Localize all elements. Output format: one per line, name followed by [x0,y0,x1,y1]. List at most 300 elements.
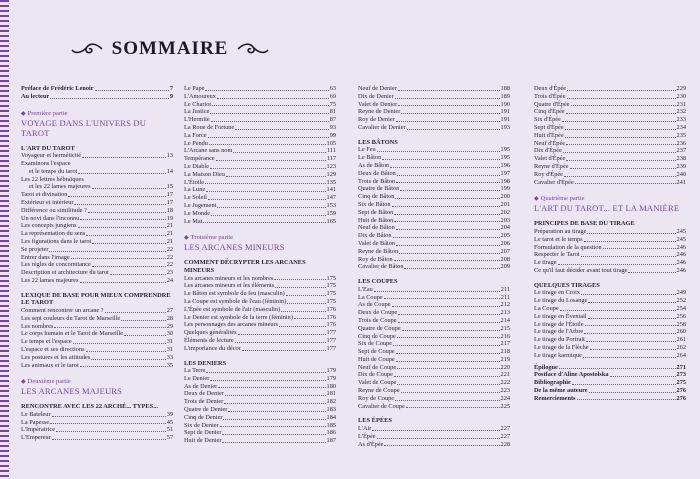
dot-leader [217,206,325,208]
toc-entry[interactable] [21,85,173,93]
toc-entry-page: 224 [500,394,510,402]
toc-entry[interactable] [534,336,686,344]
toc-entry[interactable] [21,238,173,246]
toc-entry[interactable] [534,147,686,155]
toc-entry-title: Huit de Denier [184,437,222,445]
dot-leader [396,244,499,246]
toc-entry-page: 218 [500,348,510,356]
toc-entry[interactable] [21,93,173,101]
toc-entry-page: 22 [166,253,173,261]
toc-entry[interactable] [358,201,510,209]
toc-entry[interactable] [534,379,686,387]
toc-entry[interactable] [21,199,173,207]
toc-entry[interactable] [358,185,510,193]
toc-entry[interactable] [358,224,510,232]
toc-entry[interactable] [21,419,173,427]
toc-entry[interactable] [534,352,686,360]
dot-leader [68,195,165,197]
dot-leader [91,358,165,360]
toc-entry-title: Cavalier de Coupe [358,402,405,410]
toc-entry[interactable] [184,314,336,322]
toc-entry[interactable] [184,429,336,437]
toc-entry[interactable] [534,171,686,179]
toc-entry-title: La Lune [184,186,206,194]
toc-entry-title: L'Amoureux [184,92,216,100]
toc-entry-page: 21 [166,230,173,238]
toc-entry-page: 215 [500,324,510,332]
toc-entry[interactable] [534,259,686,267]
toc-entry-page: 246 [676,259,686,267]
toc-entry[interactable] [534,328,686,336]
part-title: L'ART DU TAROT... ET LA MANIÈRE [534,203,680,214]
toc-entry-page: 57 [166,434,173,442]
dot-leader [110,273,166,275]
toc-entry[interactable] [184,275,336,283]
toc-entry[interactable] [534,289,686,297]
dot-leader [402,329,500,331]
toc-entry[interactable] [358,294,510,302]
toc-entry-title: Les animaux et le tarot [21,361,79,369]
toc-entry[interactable] [534,163,686,171]
toc-entry[interactable] [358,263,510,271]
dot-leader [572,383,676,385]
dot-leader [396,120,500,122]
toc-entry[interactable] [358,217,510,225]
toc-entry[interactable] [21,152,173,160]
toc-entry-title: Six de Bâton [358,200,391,208]
toc-entry-page: 232 [676,108,686,116]
toc-entry[interactable] [534,124,686,132]
section-heading: LES COUPES [358,278,398,286]
toc-entry[interactable] [21,215,173,223]
toc-entry-title: Quatre de Bâton [358,185,400,193]
toc-entry-title: La Coupe [534,304,559,312]
toc-entry-title: Préface de Frédéric Lenoir [21,85,94,92]
toc-entry-page: 186 [326,429,336,437]
toc-entry[interactable] [534,244,686,252]
toc-entry[interactable] [184,321,336,329]
toc-entry[interactable] [358,209,510,217]
toc-entry[interactable] [358,425,510,433]
toc-entry[interactable] [534,364,686,372]
toc-entry[interactable] [184,155,336,163]
toc-entry[interactable] [534,93,686,101]
toc-entry-page: 51 [166,426,173,434]
toc-entry-title: Description et architecture du tarot [21,269,109,277]
toc-entry[interactable] [184,132,336,140]
toc-entry[interactable] [358,348,510,356]
toc-entry-page: 19 [166,214,173,222]
toc-entry-title: Le Soleil [184,194,207,202]
toc-entry-page: 117 [326,155,336,163]
toc-entry-page: 63 [329,85,336,92]
toc-entry-title: L'espace et ses directions [21,345,85,353]
section-heading: COMMENT DÉCRYPTER LES ARCANES MINEURS [184,259,306,274]
toc-entry[interactable] [184,186,336,194]
toc-entry-title: Deux de Denier [184,390,224,398]
toc-entry[interactable] [534,395,686,403]
toc-entry[interactable] [534,85,686,93]
toc-entry-page: 258 [676,320,686,328]
toc-entry[interactable] [21,354,173,362]
toc-entry[interactable] [358,403,510,411]
toc-entry[interactable] [358,101,510,109]
toc-entry[interactable] [21,191,173,199]
toc-entry-page: 221 [500,371,510,379]
toc-entry[interactable] [358,395,510,403]
toc-entry-title: Reyne de Coupe [358,387,400,395]
toc-entry[interactable] [534,155,686,163]
toc-entry-page: 237 [676,147,686,155]
toc-entry-page: 153 [326,201,336,209]
toc-entry-title: Extérieur et intérieur [21,198,74,206]
toc-entry[interactable] [184,337,336,345]
toc-entry[interactable] [21,411,173,419]
toc-entry[interactable] [184,290,336,298]
dot-leader [575,182,676,184]
toc-entry[interactable] [184,85,336,93]
toc-entry-page: 241 [676,178,686,186]
toc-entry-title: La Justice [184,108,210,116]
toc-entry[interactable] [358,286,510,294]
toc-column-2 [184,85,336,445]
toc-entry-title: La Maison Dieu [184,170,225,178]
toc-entry-title: Neuf de Coupe [358,363,397,371]
dot-leader [401,391,500,393]
toc-entry-page: 177 [326,344,336,352]
toc-entry-title: Huit de Bâton [358,216,394,224]
toc-entry-title: Différence ou similitude ? [21,206,87,214]
part-label: Première partie [27,109,68,117]
toc-entry[interactable] [534,267,686,275]
toc-entry-title: Les arcanes mineurs et les éléments [184,282,275,290]
toc-entry[interactable] [21,168,173,176]
toc-entry-title: Ce qu'il faut décider avant tout tirage [534,266,628,274]
toc-entry[interactable] [184,398,336,406]
toc-entry[interactable] [358,162,510,170]
toc-entry-page: 21 [166,237,173,245]
dot-leader [559,367,676,369]
toc-entry-title: Un novi dans l'inconnu [21,214,80,222]
dot-leader [397,174,500,176]
section-heading: LES BÂTONS [358,138,398,146]
toc-entry[interactable] [358,387,510,395]
toc-entry-page: 211 [500,293,510,301]
toc-entry[interactable] [184,414,336,422]
toc-entry[interactable] [21,207,173,215]
toc-entry-page: 264 [676,351,686,359]
toc-entry[interactable] [534,387,686,395]
dot-leader [397,383,499,385]
toc-entry[interactable] [358,309,510,317]
toc-entry[interactable] [534,305,686,313]
dot-leader [394,213,499,215]
toc-entry[interactable] [184,93,336,101]
toc-entry[interactable] [358,108,510,116]
toc-entry[interactable] [184,345,336,353]
toc-entry-page: 222 [500,379,510,387]
dot-leader [384,297,500,299]
dot-leader [73,342,166,344]
toc-entry-page: 275 [676,379,686,387]
dot-leader [274,278,325,280]
toc-entry[interactable] [358,333,510,341]
toc-entry[interactable] [184,406,336,414]
toc-entry-title: Éléments de lecture [184,336,234,344]
toc-entry[interactable] [21,330,173,338]
toc-entry-page: 207 [500,247,510,255]
toc-entry-page: 213 [500,309,510,317]
toc-entry[interactable] [21,434,173,442]
toc-entry-title: Dix de Denier [358,92,394,100]
toc-entry[interactable] [534,297,686,305]
dot-leader [384,444,499,446]
toc-entry-page: 261 [676,336,686,344]
toc-entry[interactable] [184,422,336,430]
dot-leader [404,267,499,269]
toc-entry[interactable] [184,202,336,210]
dot-leader [92,265,166,267]
toc-entry[interactable] [184,101,336,109]
toc-entry-title: Dix de Coupe [358,371,393,379]
toc-entry[interactable] [358,232,510,240]
toc-entry[interactable] [21,269,173,277]
dot-leader [74,203,165,205]
toc-entry-title: Examinons l'espace [21,159,71,167]
toc-entry[interactable] [358,379,510,387]
toc-entry[interactable] [358,178,510,186]
toc-entry-title: Remerciements [534,394,576,402]
toc-entry[interactable] [184,329,336,337]
toc-entry[interactable] [184,124,336,132]
toc-entry[interactable] [534,116,686,124]
toc-entry-title: Le temps et l'espace [21,338,72,346]
toc-entry[interactable] [21,222,173,230]
toc-entry-page: 209 [500,263,510,271]
dot-leader [372,429,499,431]
toc-entry[interactable] [21,426,173,434]
toc-entry[interactable] [534,251,686,259]
toc-entry[interactable] [358,154,510,162]
toc-entry[interactable] [21,315,173,323]
toc-entry[interactable] [358,317,510,325]
toc-entry-page: 190 [500,100,510,108]
toc-entry[interactable] [184,383,336,391]
toc-entry-page: 227 [500,432,510,440]
toc-entry[interactable] [358,301,510,309]
toc-entry-page: 245 [676,227,686,235]
toc-entry-title: Tarot et divination [21,191,68,199]
toc-entry[interactable] [534,344,686,352]
toc-entry[interactable] [534,371,686,379]
dot-leader [396,352,500,354]
toc-entry[interactable] [184,108,336,116]
toc-entry[interactable] [21,183,173,191]
part-heading [184,234,336,252]
toc-entry[interactable] [184,375,336,383]
toc-entry-title: Tempérance [184,155,215,163]
toc-entry-title: Le Pape [184,85,205,92]
toc-entry[interactable] [21,254,173,262]
toc-entry-page: 195 [500,154,510,162]
toc-entry-page: 30 [166,330,173,338]
dot-leader [212,104,329,106]
toc-entry[interactable] [358,146,510,154]
dot-leader [395,197,499,199]
toc-entry-title: Les postures et les attitudes [21,353,91,361]
dot-leader [54,326,165,328]
toc-entry[interactable] [358,371,510,379]
toc-entry-page: 191 [500,116,510,124]
toc-entry[interactable] [184,218,336,226]
dot-leader [80,281,166,283]
toc-entry-title: L'Épée [358,432,376,440]
toc-entry-page: 188 [500,85,510,92]
toc-entry[interactable] [358,433,510,441]
toc-entry[interactable] [358,441,510,449]
toc-entry[interactable] [358,240,510,248]
part-title: VOYAGE DANS L'UNIVERS DU TAROT [21,117,147,138]
right-ornament-icon [236,41,270,57]
diamond-icon: ◆ [184,235,189,242]
toc-entry[interactable] [21,176,173,184]
dot-leader [216,159,326,161]
toc-entry[interactable] [534,132,686,140]
toc-entry[interactable] [358,116,510,124]
dot-leader [566,112,676,114]
toc-entry-page: 249 [676,289,686,297]
toc-entry-title: Le corps humain et le Tarot de Marseille [21,330,124,338]
toc-entry-title: Le tirage du Portrait [534,336,585,344]
toc-entry-page: 191 [500,108,510,116]
toc-entry[interactable] [184,367,336,375]
toc-entry[interactable] [358,85,510,93]
dot-leader [228,410,325,412]
section-heading: RENCONTRE AVEC LES 22 ARCHÉ... TYPES... [21,403,159,411]
toc-entry[interactable] [21,160,173,168]
toc-entry[interactable] [358,256,510,264]
dot-leader [71,257,166,259]
toc-entry[interactable] [21,230,173,238]
toc-entry[interactable] [534,321,686,329]
toc-entry-page: 165 [326,217,336,225]
dot-leader [581,293,676,295]
toc-entry-page: 240 [676,170,686,178]
section-heading: LES ÉPÉES [358,417,392,425]
dot-leader [78,172,165,174]
toc-entry[interactable] [184,140,336,148]
dot-leader [92,187,166,189]
part-label: Deuxième partie [27,378,71,386]
part-title: LES ARCANES MINEURS [184,242,285,253]
toc-entry[interactable] [358,248,510,256]
toc-entry-page: 147 [326,194,336,202]
toc-entry[interactable] [21,346,173,354]
toc-entry[interactable] [184,298,336,306]
toc-entry-title: Roy d'Épée [534,170,563,178]
toc-entry[interactable] [21,261,173,269]
toc-entry[interactable] [184,282,336,290]
toc-entry-title: La Terre [184,367,206,375]
toc-entry-page: 93 [329,123,336,131]
toc-entry[interactable] [21,323,173,331]
toc-entry-page: 105 [326,139,336,147]
toc-entry-page: 227 [500,425,510,433]
toc-entry-title: As de Bâton [358,161,390,169]
toc-entry[interactable] [184,147,336,155]
dot-leader [223,418,325,420]
toc-entry[interactable] [184,171,336,179]
toc-entry-page: 7 [169,85,173,92]
toc-entry[interactable] [358,124,510,132]
toc-entry[interactable] [184,210,336,218]
toc-column-1 [21,85,173,442]
toc-entry[interactable] [184,437,336,445]
toc-entry[interactable] [21,307,173,315]
dot-leader [80,218,165,220]
toc-entry-page: 33 [166,353,173,361]
toc-entry-page: 233 [676,116,686,124]
toc-entry-page: 219 [500,355,510,363]
toc-entry[interactable] [184,194,336,202]
toc-entry[interactable] [534,313,686,321]
decorative-stripe-border [0,0,9,479]
toc-entry[interactable] [21,338,173,346]
dot-leader [217,97,329,99]
dot-leader [208,136,329,138]
dot-leader [570,167,676,169]
toc-entry[interactable] [358,325,510,333]
toc-entry[interactable] [184,116,336,124]
dot-leader [565,136,676,138]
toc-entry-page: 22 [166,245,173,253]
toc-entry[interactable] [21,246,173,254]
toc-entry[interactable] [358,356,510,364]
toc-entry-title: et le temps du tarot [29,167,78,175]
toc-entry[interactable] [358,193,510,201]
toc-entry[interactable] [358,364,510,372]
toc-entry[interactable] [358,340,510,348]
toc-entry[interactable] [184,179,336,187]
toc-entry[interactable] [21,277,173,285]
toc-entry[interactable] [534,236,686,244]
toc-entry-title: Le tirage de l'Étoile [534,320,584,328]
toc-entry[interactable] [184,163,336,171]
toc-entry-page: 196 [500,161,510,169]
toc-entry-title: L'Empereur [21,434,51,442]
toc-entry-title: Le Denier [184,374,210,382]
toc-entry[interactable] [534,228,686,236]
toc-entry-title: As de Denier [184,382,218,390]
toc-entry-page: 238 [676,155,686,163]
toc-entry-title: Le tirage de l'Arbre [534,328,584,336]
dot-leader [567,97,676,99]
toc-entry-title: Deux de Coupe [358,309,398,317]
toc-entry[interactable] [184,390,336,398]
toc-entry[interactable] [358,170,510,178]
toc-entry-title: Le Diable [184,162,209,170]
toc-entry-page: 18 [166,206,173,214]
toc-entry[interactable] [21,362,173,370]
toc-entry[interactable] [184,306,336,314]
toc-entry[interactable] [358,93,510,101]
part-label: Quatrième partie [540,195,585,203]
toc-entry-title: Trois d'Épée [534,92,566,100]
toc-entry-title: Les sept couleurs du Tarot de Marseille [21,314,121,322]
toc-entry-title: As de Coupe [358,301,391,309]
toc-entry[interactable] [534,179,686,187]
toc-entry-page: 39 [166,410,173,418]
